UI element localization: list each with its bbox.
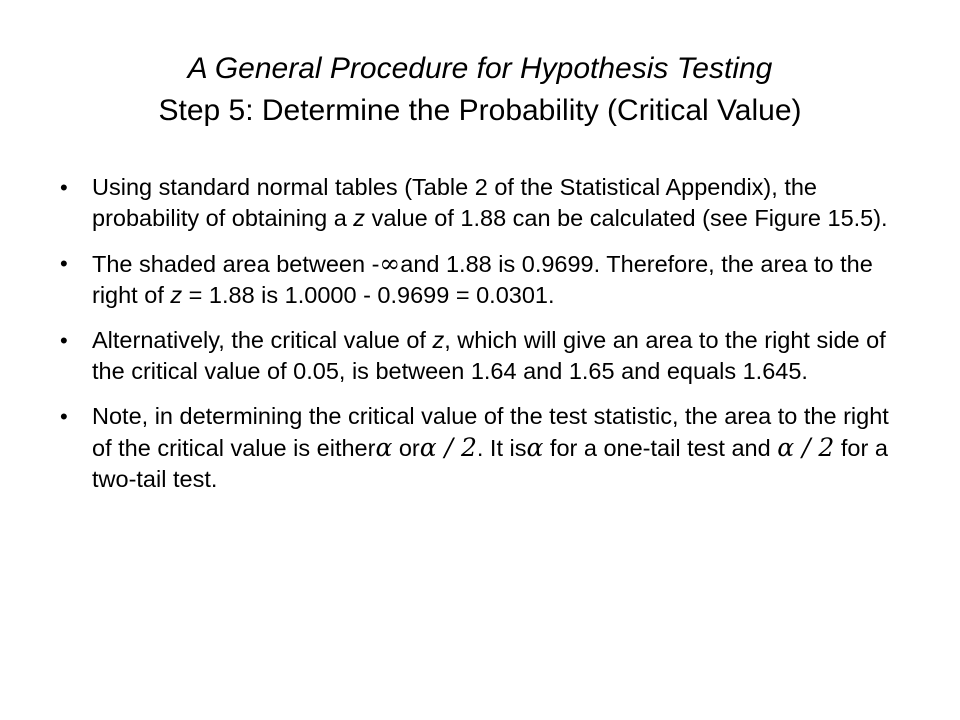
title-line-2: Step 5: Determine the Probability (Critical Value) <box>158 94 802 127</box>
bullet-list <box>60 172 910 509</box>
slide-title <box>60 48 900 132</box>
bullet-marker: • <box>60 251 68 276</box>
bullet-text: value of 1.88 can be calculated (see Figure 15.5). <box>365 205 888 231</box>
alpha-over-two-symbol: α / 2 <box>419 433 477 462</box>
infinity-symbol: ∞ <box>379 249 401 278</box>
bullet-text: Note, in determining the critical value of the test statistic, the area to the right of the critical value is either <box>92 403 889 461</box>
bullet-text: for a two-tail test. <box>92 435 888 492</box>
alpha-over-two-symbol: α / 2 <box>777 433 835 462</box>
variable-z: z <box>353 205 366 231</box>
bullet-text: , which will give an area to the right side of the critical value of 0.05, is between 1.64 and 1.65 and equals 1.645. <box>92 327 886 384</box>
bullet-text: and 1.88 is 0.9699. Therefore, the area to the right of <box>92 251 873 308</box>
bullet-item <box>60 172 910 234</box>
bullet-marker: • <box>60 328 68 353</box>
title-line-1: A General Procedure for Hypothesis Testing <box>187 52 773 85</box>
alpha-symbol: α <box>375 433 393 462</box>
bullet-item <box>60 325 910 387</box>
bullet-text: Using standard normal tables (Table 2 of the Statistical Appendix), the probability of obtaining a <box>92 174 817 231</box>
alpha-symbol: α <box>526 433 544 462</box>
variable-z: z <box>170 282 183 308</box>
bullet-text: = 1.88 is 1.0000 - 0.9699 = 0.0301. <box>182 282 555 308</box>
bullet-item <box>60 248 910 311</box>
bullet-item <box>60 401 910 495</box>
bullet-text: or <box>392 435 420 461</box>
bullet-text: . It is <box>476 435 527 461</box>
bullet-text: for a one-tail test and <box>543 435 778 461</box>
variable-z: z <box>432 327 445 353</box>
bullet-marker: • <box>60 404 68 429</box>
bullet-marker: • <box>60 175 68 200</box>
bullet-text: Alternatively, the critical value of <box>92 327 433 353</box>
bullet-text: The shaded area between - <box>92 251 380 277</box>
